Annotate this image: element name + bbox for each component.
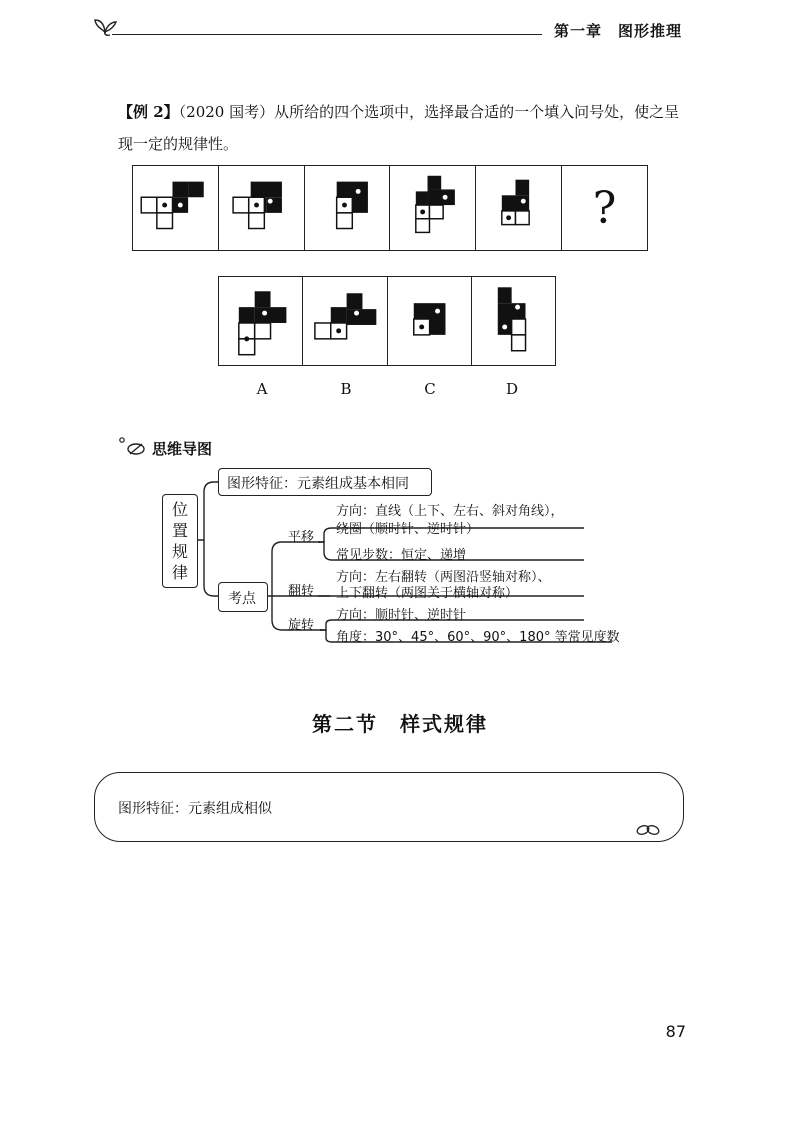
- mindmap-pingyi-dir1: 方向：直线（上下、左右、斜对角线），: [336, 504, 564, 519]
- option-label-b[interactable]: B: [340, 380, 352, 398]
- page-number: 87: [665, 1022, 686, 1041]
- mindmap-feature-box: [218, 468, 432, 496]
- mindmap-xuanzhuan: 旋转: [288, 618, 315, 633]
- question-mark: ?: [592, 182, 617, 234]
- mindmap-pingyi-dir2: 绕圈（顺时针、逆时针）: [336, 522, 480, 537]
- example-tag: 【例 2】: [118, 103, 179, 121]
- mindmap-kaodian-text: 考点: [228, 591, 256, 607]
- mindmap-fanzhuan-dir1: 方向：左右翻转（两图沿竖轴对称）、: [336, 570, 551, 585]
- option-label-d[interactable]: D: [505, 380, 519, 398]
- mindmap-root-box: [162, 494, 198, 588]
- rule-text: 图形特征：元素组成相似: [118, 801, 272, 817]
- mindmap-feature-text: 图形特征：元素组成基本相同: [227, 476, 409, 492]
- mindmap-kaodian-box: [218, 582, 268, 612]
- chapter-title: 第一章 图形推理: [553, 22, 682, 40]
- mindmap-pingyi: 平移: [288, 530, 315, 545]
- mindmap-pingyi-steps: 常见步数：恒定、递增: [336, 548, 467, 563]
- mindmap-fanzhuan: 翻转: [288, 584, 315, 599]
- example-text: （2020 国考）从所给的四个选项中，选择最合适的一个填入问号处，使之呈现一定的规律性。: [118, 103, 680, 153]
- mindmap-xuanzhuan-angle: 角度：30°、45°、60°、90°、180° 等常见度数: [336, 630, 620, 645]
- mindmap-fanzhuan-dir2: 上下翻转（两图关于横轴对称）: [336, 586, 519, 601]
- mindmap-root-char-2: 置: [171, 521, 188, 540]
- mindmap-xuanzhuan-dir: 方向：顺时针、逆时针: [336, 608, 467, 623]
- option-label-a[interactable]: A: [256, 380, 268, 398]
- mindmap-title: 思维导图: [152, 440, 213, 458]
- mindmap-root-char-4: 律: [171, 563, 188, 582]
- leaf-icon: [636, 822, 660, 838]
- mindmap-root-char-3: 规: [171, 542, 188, 561]
- mindmap-root-char-1: 位: [171, 500, 188, 519]
- section-title: 第二节 样式规律: [312, 712, 488, 736]
- option-label-c[interactable]: C: [424, 380, 436, 398]
